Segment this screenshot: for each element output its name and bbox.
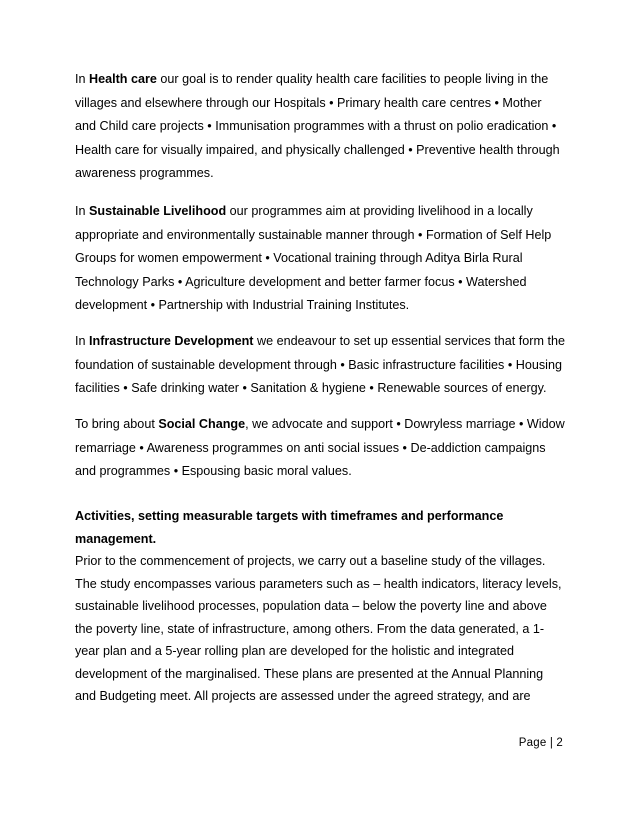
bold-term-health-care: Health care <box>89 72 157 86</box>
paragraph-health-care <box>75 68 575 186</box>
text-line <box>75 413 575 437</box>
text-line: Prior to the commencement of projects, we carry out a baseline study of the villages. <box>75 554 546 568</box>
text-run: our programmes aim at providing livelihood in a locally <box>226 204 533 218</box>
text-line: the poverty line, state of infrastructure, among others. From the data generated, a 1- <box>75 621 545 636</box>
text-line: Health care for visually impaired, and physically challenged • Preventive health through <box>75 142 560 157</box>
paragraph-social-change <box>75 413 575 484</box>
section-heading: Activities, setting measurable targets with timeframes and performance <box>75 509 504 523</box>
text-line: awareness programmes. <box>75 166 214 180</box>
text-run: To bring about <box>75 417 159 431</box>
text-run: In <box>75 334 90 348</box>
text-line: appropriate and environmentally sustainable manner through • Formation of Self Help <box>75 227 552 242</box>
text-line: villages and elsewhere through our Hospitals • Primary health care centres • Mother <box>75 95 542 110</box>
text-line: Technology Parks • Agriculture development and better farmer focus • Watershed <box>75 274 527 289</box>
text-run: our goal is to render quality health care facilities to people living in the <box>156 72 549 86</box>
section-activities <box>75 505 575 708</box>
text-run: we endeavour to set up essential services that form the <box>253 334 565 348</box>
bold-term-social-change: Social Change <box>158 417 246 431</box>
text-line: development • Partnership with Industrial Training Institutes. <box>75 298 410 312</box>
text-line <box>75 68 575 92</box>
text-run: In <box>75 72 90 86</box>
text-line: and programmes • Espousing basic moral values. <box>75 464 352 478</box>
text-line: year plan and a 5-year rolling plan are developed for the holistic and integrated <box>75 644 514 658</box>
text-line: development of the marginalised. These plans are presented at the Annual Planning <box>75 666 544 681</box>
page-number: Page | 2 <box>518 737 563 749</box>
text-line: foundation of sustainable development through • Basic infrastructure facilities • Housing <box>75 357 562 372</box>
text-line: facilities • Safe drinking water • Sanitation & hygiene • Renewable sources of energy. <box>75 381 547 395</box>
bold-term-sustainable-livelihood: Sustainable Livelihood <box>89 204 227 218</box>
text-run: In <box>75 204 90 218</box>
text-line: sustainable livelihood processes, population data – below the poverty line and above <box>75 599 547 613</box>
text-line: The study encompasses various parameters such as – health indicators, literacy levels, <box>75 576 562 591</box>
paragraph-infrastructure-development <box>75 330 575 401</box>
text-line <box>75 330 575 354</box>
text-line: remarriage • Awareness programmes on anti social issues • De-addiction campaigns <box>75 440 546 455</box>
text-line: and Budgeting meet. All projects are assessed under the agreed strategy, and are <box>75 689 531 703</box>
text-line: Groups for women empowerment • Vocational training through Aditya Birla Rural <box>75 251 523 265</box>
section-heading-continued: management. <box>75 531 157 546</box>
text-line: and Child care projects • Immunisation programmes with a thrust on polio eradication • <box>75 119 557 133</box>
text-run: , we advocate and support • Dowryless marriage • Widow <box>245 417 565 431</box>
bold-term-infrastructure-development: Infrastructure Development <box>89 334 254 348</box>
text-line <box>75 200 575 224</box>
paragraph-sustainable-livelihood <box>75 200 575 318</box>
